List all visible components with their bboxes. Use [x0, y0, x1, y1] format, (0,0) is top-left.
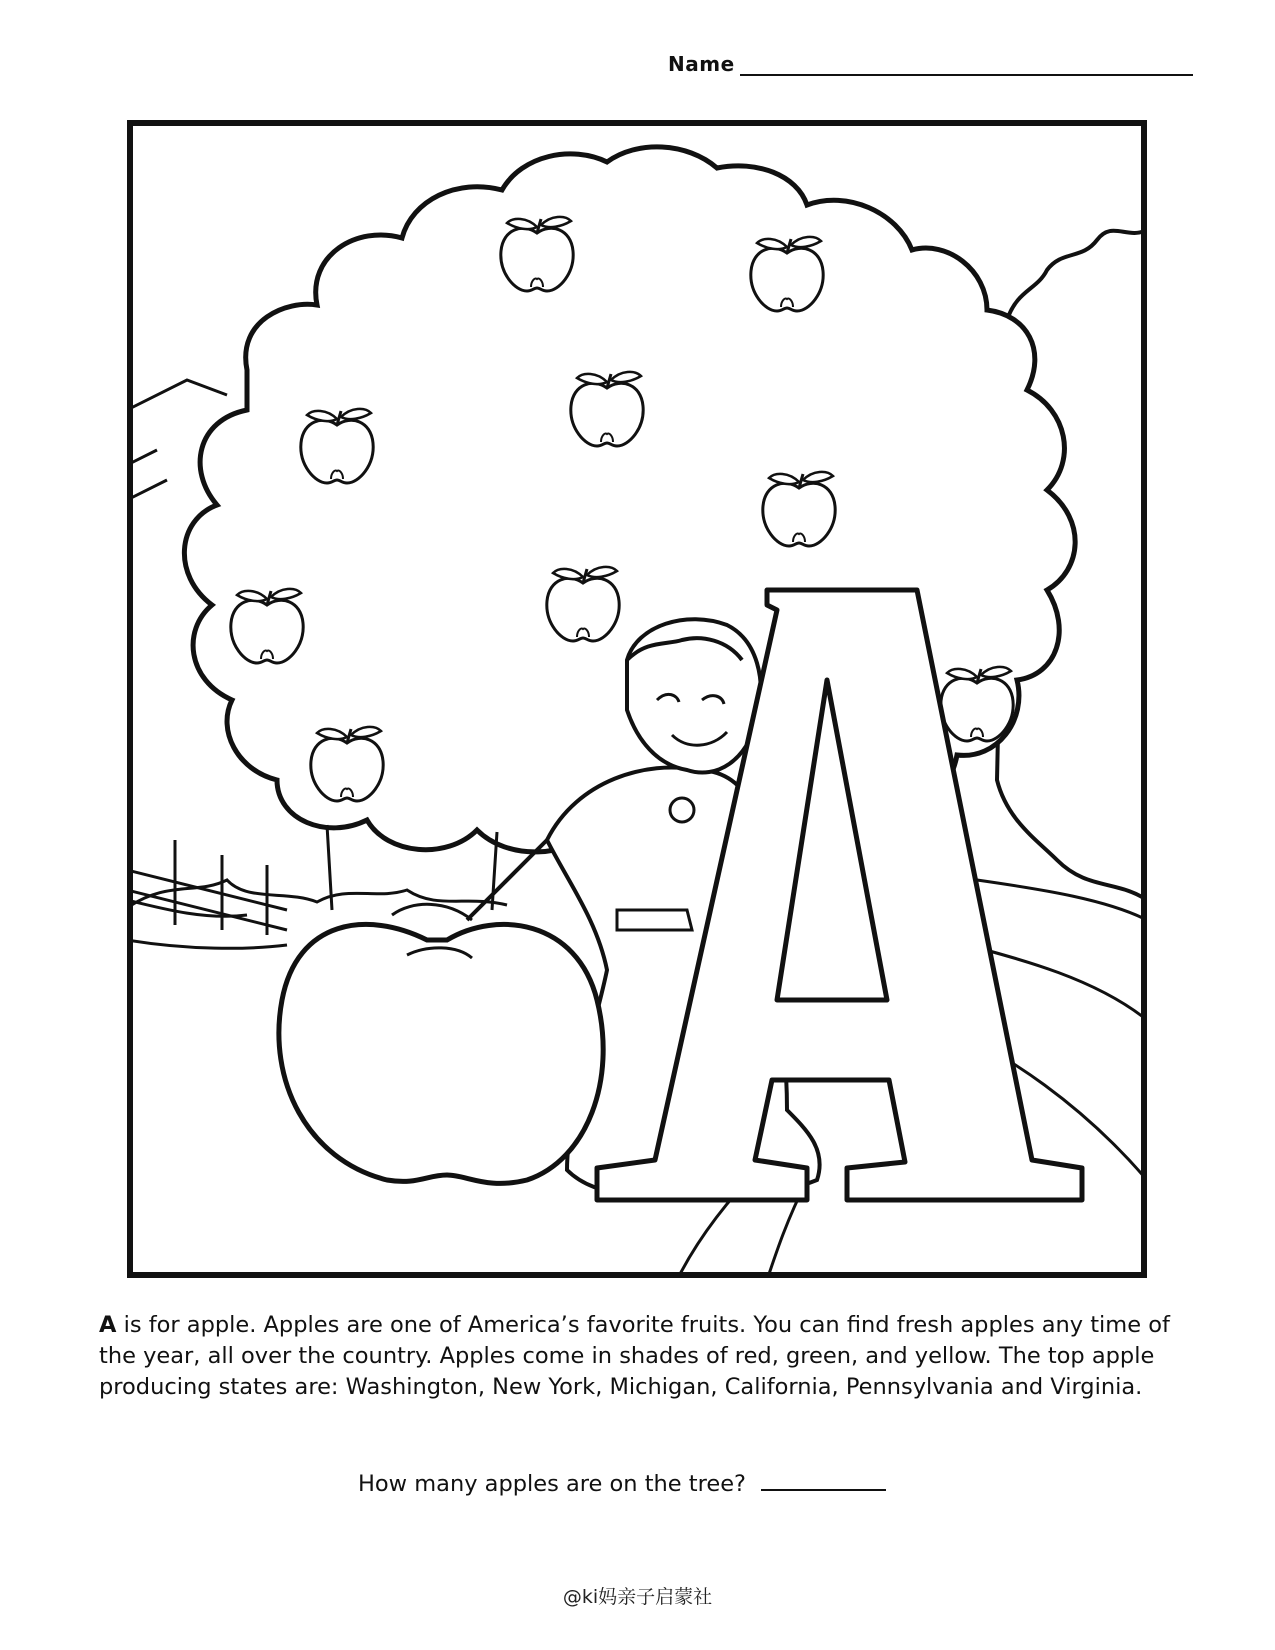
bold-letter-a: A — [99, 1312, 117, 1338]
big-apple — [279, 904, 603, 1183]
question-text: How many apples are on the tree? — [358, 1471, 746, 1497]
scene-group — [127, 147, 1147, 1278]
paragraph-text: is for apple. Apples are one of America’s favorite fruits. You can find fresh apples any time of the year, all over the country. Apples come in shades of red, green, and yellow. The top apple producing states are: Washington, New York, Michigan, California, Pennsylvania and Virginia. — [99, 1312, 1170, 1400]
coloring-picture — [127, 120, 1147, 1278]
coloring-illustration — [127, 120, 1147, 1278]
name-field-line[interactable] — [740, 74, 1193, 76]
name-row — [668, 52, 1193, 78]
description-paragraph — [99, 1310, 1189, 1403]
question-row — [358, 1467, 918, 1497]
watermark: @ki妈亲子启蒙社 — [562, 1586, 713, 1608]
answer-blank[interactable] — [761, 1467, 886, 1491]
name-label: Name — [668, 52, 735, 76]
